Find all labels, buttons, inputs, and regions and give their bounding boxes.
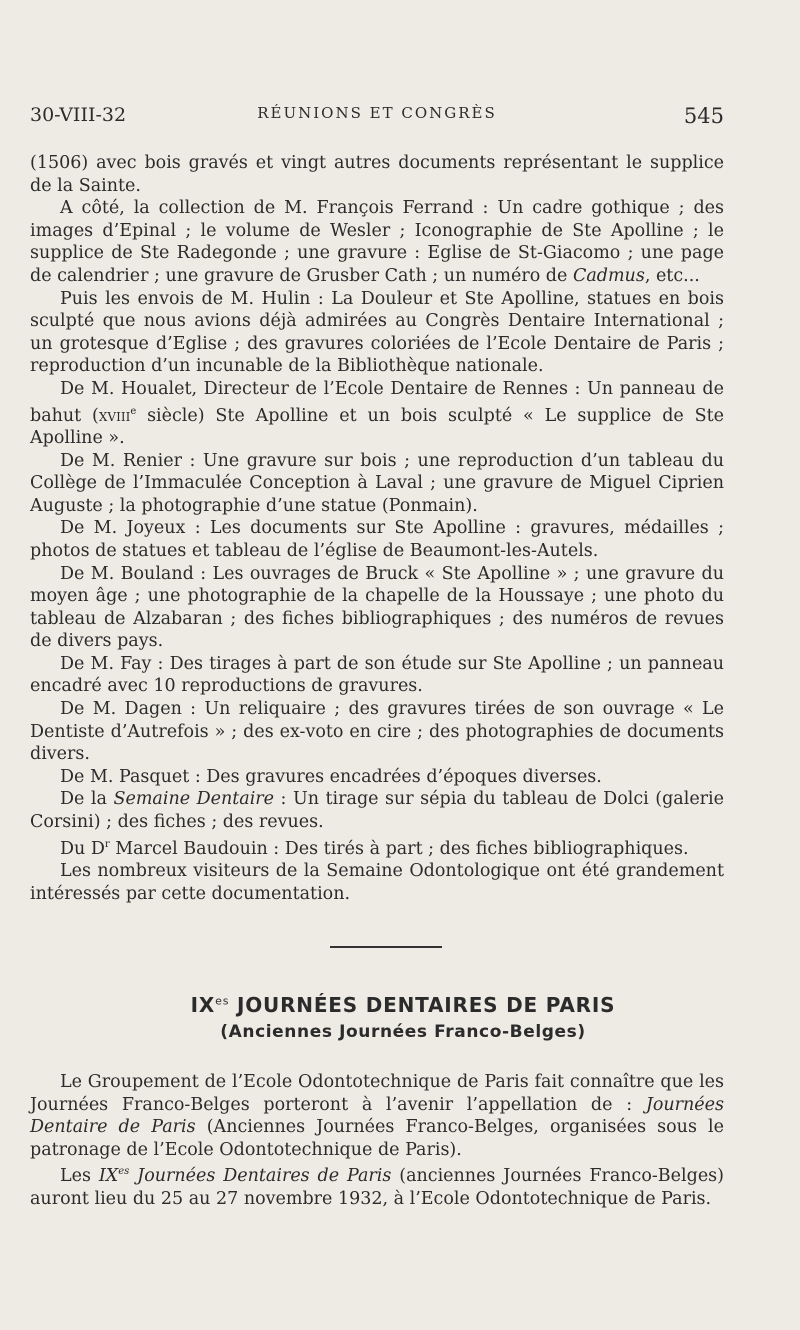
italic-run: Semaine Dentaire xyxy=(113,789,275,810)
paragraph: De M. Joyeux : Les documents sur Ste Apolline : gravures, médailles ; photos de statues et tableau de l’église de Beaumont-les-Autels. xyxy=(30,518,724,561)
italic-text: IX xyxy=(98,1166,119,1187)
paragraph: Les nombreux visiteurs de la Semaine Odontologique ont été grandement intéressés par cette documentation. xyxy=(30,861,724,904)
paragraph: De M. Pasquet : Des gravures encadrées d’époques diverses. xyxy=(60,766,602,787)
paragraph: De M. Bouland : Les ouvrages de Bruck « Ste Apolline » ; une gravure du moyen âge ; une photographie de la chapelle de la Houssaye ; une photo du tableau de Alzabaran ; des fiches bibliographiques ; des numéros de revues de divers pays. xyxy=(30,563,724,652)
text-run: (anciennes Journées Franco-Belges) auront lieu du 25 au 27 novembre 1932, à l’Ecole Odontotechnique de Paris. xyxy=(30,1166,724,1209)
paragraph xyxy=(30,1071,724,1161)
body-text xyxy=(30,152,724,905)
header-title: RÉUNIONS ET CONGRÈS xyxy=(257,104,497,122)
text-run: (Anciennes Journées Franco-Belges, organisées sous le patronage de l’Ecole Odontotechnique de Paris). xyxy=(30,1117,725,1160)
section-title xyxy=(30,993,776,1017)
italic-run: Journées Dentaire de Paris xyxy=(30,1094,724,1138)
superscript: es xyxy=(118,1166,130,1178)
section-divider xyxy=(330,946,442,948)
text-run: Marcel Baudouin : Des tirés à part ; des fiches bibliographiques. xyxy=(109,838,689,859)
text-run: Les xyxy=(60,1166,99,1187)
paragraph xyxy=(30,834,724,860)
text-run: De M. Houalet, Directeur de l’Ecole Dentaire de Rennes : Un panneau de bahut ( xyxy=(30,378,724,426)
italic-run xyxy=(99,1166,392,1186)
text-run: De la xyxy=(60,789,114,810)
italic-run: Cadmus xyxy=(572,265,645,286)
text-run: A côté, la collection de M. François Ferrand : Un cadre gothique ; des images d’Epinal ; le volume de Wesler ; Iconographie de Ste Apolline ; le supplice de Ste Radegonde ; une gravure : Eglise de St-Giacomo ; une page de calendrier ; une gravure de Grusber Cath ; un numéro de xyxy=(30,198,724,286)
header-date: 30-VIII-32 xyxy=(30,104,127,126)
text-run: : Un tirage sur sépia du tableau de Dolci (galerie Corsini) ; des fiches ; des revues. xyxy=(30,789,724,833)
paragraph xyxy=(30,788,724,833)
section-subtitle: (Anciennes Journées Franco-Belges) xyxy=(220,1022,586,1042)
paragraph: Puis les envois de M. Hulin : La Douleur et Ste Apolline, statues en bois sculpté que nous avions déjà admirées au Congrès Dentaire International ; un grotesque d’Eglise ; des gravures coloriées de l’Ecole Dentaire de Paris ; reproduction d’un incunable de la Bibliothèque nationale. xyxy=(30,288,724,377)
superscript: es xyxy=(215,994,230,1008)
text-run: siècle) Ste Apolline et un bois sculpté « Le supplice de Ste Apolline ». xyxy=(30,405,724,448)
paragraph: De M. Fay : Des tirages à part de son étude sur Ste Apolline ; un panneau encadré avec 10 reproductions de gravures. xyxy=(30,653,724,697)
text-run: Le Groupement de l’Ecole Odontotechnique de Paris fait connaître que les Journées Franco-Belges porteront à l’avenir l’appellation de : xyxy=(30,1072,724,1115)
paragraph xyxy=(30,1161,724,1210)
italic-text: Journées Dentaires de Paris xyxy=(129,1166,392,1187)
text-run: Du D xyxy=(60,838,105,859)
section-text xyxy=(30,1071,724,1210)
paragraph xyxy=(30,197,724,287)
running-head xyxy=(30,104,724,134)
superscript: e xyxy=(130,405,137,417)
paragraph: De M. Renier : Une gravure sur bois ; une reproduction d’un tableau du Collège de l’Immaculée Conception à Laval ; une gravure de Miguel Ciprien Auguste ; la photographie d’une statue (Ponmain). xyxy=(30,450,724,516)
paragraph xyxy=(30,378,724,450)
paragraph: (1506) avec bois gravés et vingt autres documents représentant le supplice de la Sainte. xyxy=(30,153,724,196)
page-number: 545 xyxy=(683,104,724,128)
century-numeral: xviii xyxy=(98,405,131,426)
superscript: r xyxy=(104,838,110,850)
paragraph: De M. Dagen : Un reliquaire ; des gravures tirées de son ouvrage « Le Dentiste d’Autrefois » ; des ex-voto en cire ; des photographies de documents divers. xyxy=(30,699,724,765)
title-run: JOURNÉES DENTAIRES DE PARIS xyxy=(229,993,616,1017)
title-run: IX xyxy=(190,993,216,1017)
text-run: , etc... xyxy=(644,265,700,286)
